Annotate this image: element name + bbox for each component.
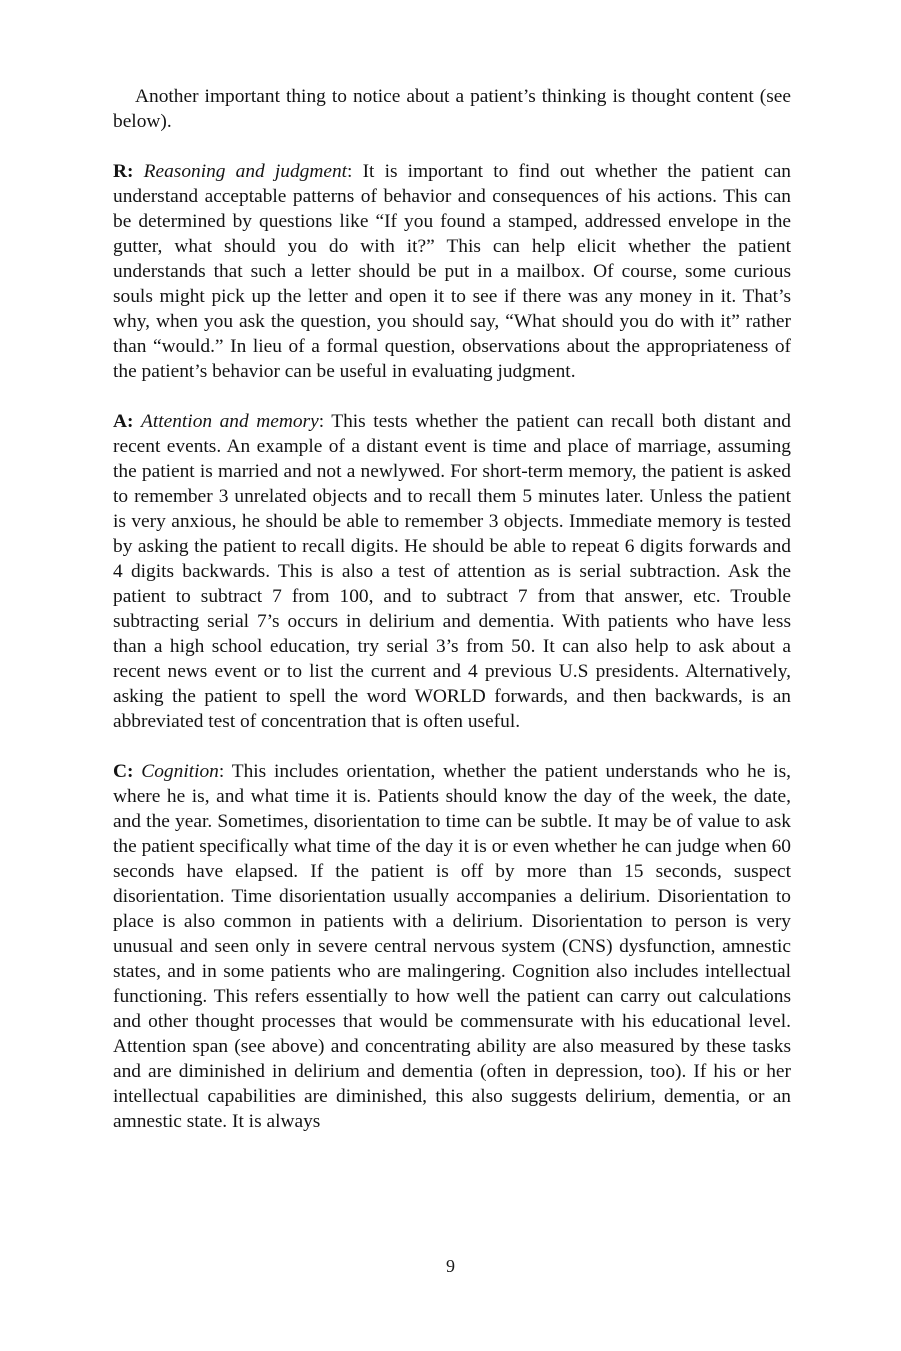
body-text-block	[113, 84, 791, 1134]
paragraph-lead-letter: R:	[113, 161, 134, 182]
page-number: 9	[446, 1256, 455, 1276]
paragraph-lead-letter: C:	[113, 761, 134, 782]
paragraph-lead-title: Cognition	[141, 761, 219, 782]
paragraph-thought-content	[113, 84, 791, 134]
paragraph-lead-title: Attention and memory	[141, 411, 319, 432]
paragraph-attention-and-memory	[113, 409, 791, 734]
paragraph-reasoning-and-judgment	[113, 159, 791, 384]
paragraph-body: : It is important to find out whether the patient can understand acceptable patterns of behavior and consequences of his actions. This can be determined by questions like “If you found a stamped, addressed envelope in the gutter, what should you do with it?” This can help elicit whether the patient understands that such a letter should be put in a mailbox. Of course, some curious souls might pick up the letter and open it to see if there was any money in it. That’s why, when you ask the question, you should say, “What should you do with it” rather than “would.” In lieu of a formal question, observations about the appropriateness of the patient’s behavior can be useful in evaluating judgment.	[113, 161, 791, 382]
paragraph-lead-letter: A:	[113, 411, 134, 432]
paragraph-body: : This tests whether the patient can recall both distant and recent events. An example of a distant event is time and place of marriage, assuming the patient is married and not a newlywed. For short-term memory, the patient is asked to remember 3 unrelated objects and to recall them 5 minutes later. Unless the patient is very anxious, he should be able to remember 3 objects. Immediate memory is tested by asking the patient to recall digits. He should be able to repeat 6 digits forwards and 4 digits backwards. This is also a test of attention as is serial subtraction. Ask the patient to subtract 7 from 100, and to subtract 7 from that answer, etc. Trouble subtracting serial 7’s occurs in delirium and dementia. With patients who have less than a high school education, try serial 3’s from 50. It can also help to ask about a recent news event or to list the current and 4 previous U.S presidents. Alternatively, asking the patient to spell the word WORLD forwards, and then backwards, is an abbreviated test of concentration that is often useful.	[113, 411, 791, 732]
paragraph-lead-title: Reasoning and judgment	[143, 161, 348, 182]
paragraph-body: : This includes orientation, whether the patient understands who he is, where he is, and what time it is. Patients should know the day of the week, the date, and the year. Sometimes, disorientation to time can be subtle. It may be of value to ask the patient specifically what time of the day it is or even whether he can judge when 60 seconds have elapsed. If the patient is off by more than 15 seconds, suspect disorientation. Time disorientation usually accompanies a delirium. Disorientation to place is also common in patients with a delirium. Disorientation to person is very unusual and seen only in severe central nervous system (CNS) dysfunction, amnestic states, and in some patients who are malingering. Cognition also includes intellectual functioning. This refers essentially to how well the patient can carry out calculations and other thought processes that would be commensurate with his educational level. Attention span (see above) and concentrating ability are also measured by these tasks and are diminished in delirium and dementia (often in depression, too). If his or her intellectual capabilities are diminished, this also suggests delirium, dementia, or an amnestic state. It is always	[113, 761, 791, 1132]
paragraph-cognition	[113, 759, 791, 1134]
paragraph-body: Another important thing to notice about a patient’s thinking is thought content (see below).	[113, 86, 791, 132]
